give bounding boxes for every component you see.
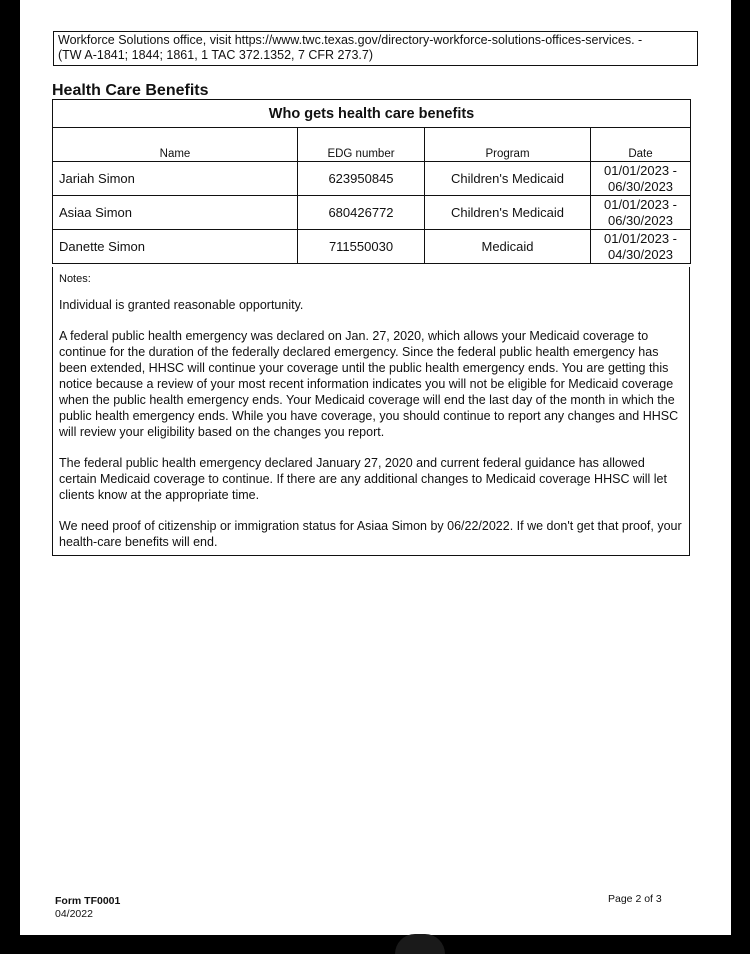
form-date: 04/2022: [55, 908, 93, 920]
cell-date: [591, 162, 691, 196]
header-name: Name: [53, 128, 298, 162]
header-edg-number: EDG number: [298, 128, 425, 162]
cell-edg-number: 680426772: [298, 196, 425, 230]
table-header-row: [53, 128, 691, 162]
cell-program: Medicaid: [425, 230, 591, 264]
document-page: [20, 0, 731, 935]
date-start: 01/01/2023 -: [604, 162, 678, 178]
cell-edg-number: 623950845: [298, 162, 425, 196]
table-row: [53, 196, 691, 230]
notes-paragraph: A federal public health emergency was declared on Jan. 27, 2020, which allows your Medicaid coverage to continue for the duration of the federally declared emergency. Since the federal public health emergency has been extended, HHSC will continue your coverage until the public health emergency ends. You are getting this notice because a review of your most recent information indicates you will not be eligible for Medicaid coverage when the public health emergency ends. Your Medicaid coverage will end the last day of the month in which the public health emergency ends. While you have coverage, you should continue to report any changes and HHSC will review your eligibility based on the changes you report.: [59, 329, 679, 439]
date-end: 06/30/2023: [607, 212, 674, 228]
page-number: Page 2 of 3: [608, 893, 662, 905]
form-id: Form TF0001: [55, 895, 121, 907]
date-start: 01/01/2023 -: [604, 196, 678, 212]
date-end: 06/30/2023: [607, 178, 674, 194]
table-row: [53, 162, 691, 196]
office-info-box: [53, 31, 698, 66]
cell-name: Danette Simon: [53, 230, 298, 264]
cell-edg-number: 711550030: [298, 230, 425, 264]
table-row: [53, 230, 691, 264]
cell-name: Jariah Simon: [53, 162, 298, 196]
office-info-line-1: Workforce Solutions office, visit https://www.twc.texas.gov/directory-workforce-solutions-offices-services. -: [58, 33, 643, 47]
date-end: 04/30/2023: [607, 246, 674, 262]
office-info-line-2: (TW A-1841; 1844; 1861, 1 TAC 372.1352, 7 CFR 273.7): [58, 48, 373, 62]
notes-paragraph: Individual is granted reasonable opportunity.: [59, 298, 304, 312]
table-caption: Who gets health care benefits: [53, 100, 691, 128]
benefits-table: [52, 99, 691, 264]
notes-box: [52, 267, 690, 556]
header-date: Date: [591, 128, 691, 162]
notes-paragraph: The federal public health emergency declared January 27, 2020 and current federal guidance has allowed certain Medicaid coverage to continue. If there are any additional changes to Medicaid coverage HHSC will let clients know at the appropriate time.: [59, 456, 667, 502]
header-program: Program: [425, 128, 591, 162]
cell-name: Asiaa Simon: [53, 196, 298, 230]
notes-paragraph: We need proof of citizenship or immigration status for Asiaa Simon by 06/22/2022. If we don't get that proof, your health-care benefits will end.: [59, 519, 682, 549]
cell-program: Children's Medicaid: [425, 196, 591, 230]
cell-date: [591, 230, 691, 264]
cell-program: Children's Medicaid: [425, 162, 591, 196]
cell-date: [591, 196, 691, 230]
section-title: Health Care Benefits: [52, 82, 209, 99]
notes-label: Notes:: [59, 273, 91, 285]
scroll-indicator: [395, 934, 445, 954]
date-start: 01/01/2023 -: [604, 230, 678, 246]
